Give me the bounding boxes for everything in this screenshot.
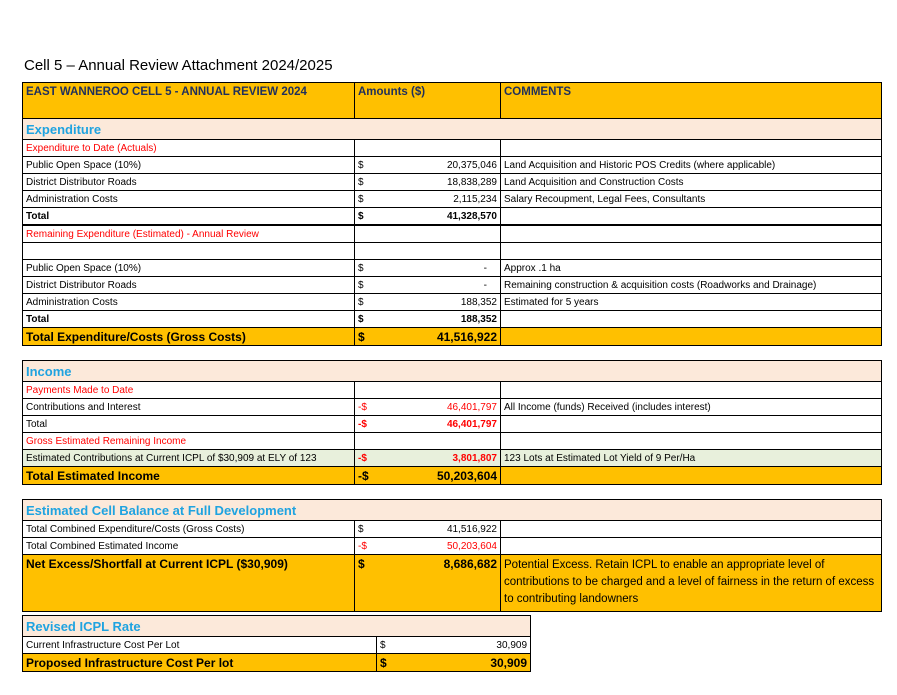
- row-label: District Distributor Roads: [23, 277, 355, 294]
- amount-cell: [355, 450, 501, 467]
- currency: $: [380, 655, 387, 670]
- section-icpl: [23, 616, 531, 637]
- amount-cell: [355, 328, 501, 346]
- row-label: Total: [23, 416, 355, 433]
- amount: 8,686,682: [443, 557, 497, 571]
- section-expenditure: [23, 119, 882, 140]
- subheading-row: [23, 433, 882, 450]
- table-row: [23, 538, 882, 555]
- amount-cell: [355, 399, 501, 416]
- amount: 3,801,807: [452, 452, 497, 464]
- currency: $: [358, 159, 364, 171]
- currency: $: [358, 557, 365, 571]
- spacer-row: [23, 346, 882, 361]
- subheading-row: [23, 382, 882, 399]
- currency: $: [380, 639, 386, 651]
- row-label: Public Open Space (10%): [23, 260, 355, 277]
- currency: $: [358, 313, 364, 325]
- table-row: [23, 260, 882, 277]
- header-title: EAST WANNEROO CELL 5 - ANNUAL REVIEW 2024: [23, 83, 355, 119]
- comment: Potential Excess. Retain ICPL to enable an appropriate level of contributions to be charged and a level of fairness in the return of excess to contributing landowners: [501, 555, 882, 612]
- subheading: Gross Estimated Remaining Income: [23, 433, 355, 450]
- amount-cell: [355, 311, 501, 328]
- amount-cell: [355, 157, 501, 174]
- table-row: [23, 191, 882, 208]
- amount-cell: [377, 637, 531, 654]
- row-label: Administration Costs: [23, 294, 355, 311]
- row-label: Total Expenditure/Costs (Gross Costs): [23, 328, 355, 346]
- currency: $: [358, 210, 364, 222]
- section-income: [23, 361, 882, 382]
- amount-cell: [355, 538, 501, 555]
- currency: $: [358, 279, 364, 291]
- spacer-row: [23, 485, 882, 500]
- amount: 41,328,570: [446, 210, 497, 222]
- amount: 46,401,797: [446, 418, 497, 430]
- amount: 50,203,604: [436, 468, 497, 483]
- currency: -$: [358, 452, 367, 464]
- amount: 18,838,289: [446, 176, 497, 188]
- currency: $: [358, 523, 364, 535]
- currency: -$: [358, 540, 367, 552]
- section-title: Income: [26, 363, 72, 379]
- amount: 41,516,922: [436, 329, 497, 344]
- amount: -: [483, 279, 487, 291]
- comment: All Income (funds) Received (includes interest): [501, 399, 882, 416]
- amount-cell: [355, 416, 501, 433]
- amount-cell: [355, 521, 501, 538]
- amount-cell: [355, 260, 501, 277]
- header-comments: COMMENTS: [501, 83, 882, 119]
- row-label: Current Infrastructure Cost Per Lot: [23, 637, 377, 654]
- subheading: Remaining Expenditure (Estimated) - Annual Review: [23, 225, 355, 243]
- table-row: [23, 450, 882, 467]
- table-row: [23, 521, 882, 538]
- currency: $: [358, 329, 365, 344]
- amount-cell: [355, 174, 501, 191]
- grand-total-row: [23, 654, 531, 672]
- amount-cell: [355, 467, 501, 485]
- currency: -$: [358, 401, 367, 413]
- grand-total-row: [23, 467, 882, 485]
- comment: Salary Recoupment, Legal Fees, Consultants: [501, 191, 882, 208]
- table-row: [23, 637, 531, 654]
- row-label: Net Excess/Shortfall at Current ICPL ($30,909): [23, 555, 355, 612]
- row-label: Total Combined Expenditure/Costs (Gross Costs): [23, 521, 355, 538]
- comment: Land Acquisition and Historic POS Credits (where applicable): [501, 157, 882, 174]
- currency: -$: [358, 418, 367, 430]
- grand-total-row: [23, 328, 882, 346]
- subheading-row: [23, 225, 882, 243]
- amount: 188,352: [460, 313, 497, 325]
- subheading: Payments Made to Date: [23, 382, 355, 399]
- row-label: Proposed Infrastructure Cost Per lot: [23, 654, 377, 672]
- section-title: Estimated Cell Balance at Full Development: [26, 502, 297, 518]
- row-label: Total Combined Estimated Income: [23, 538, 355, 555]
- currency: -$: [358, 468, 369, 483]
- row-label: Total Estimated Income: [23, 467, 355, 485]
- comment: 123 Lots at Estimated Lot Yield of 9 Per/Ha: [501, 450, 882, 467]
- annual-review-table: [22, 82, 882, 612]
- blank-row: [23, 243, 882, 260]
- section-title: Expenditure: [26, 121, 102, 137]
- amount: 20,375,046: [446, 159, 497, 171]
- total-row: [23, 416, 882, 433]
- row-label: Public Open Space (10%): [23, 157, 355, 174]
- row-label: Total: [23, 208, 355, 226]
- row-label: District Distributor Roads: [23, 174, 355, 191]
- table-row: [23, 294, 882, 311]
- amount-cell: [355, 294, 501, 311]
- amount: 41,516,922: [446, 523, 497, 535]
- net-balance-row: [23, 555, 882, 612]
- currency: $: [358, 262, 364, 274]
- subheading: Expenditure to Date (Actuals): [23, 140, 355, 157]
- table-header-row: [23, 83, 882, 119]
- total-row: [23, 311, 882, 328]
- section-title: Revised ICPL Rate: [26, 618, 141, 634]
- comment: Approx .1 ha: [501, 260, 882, 277]
- amount-cell: [355, 555, 501, 612]
- amount: 30,909: [496, 639, 528, 651]
- document-title: Cell 5 – Annual Review Attachment 2024/2025: [24, 57, 333, 74]
- header-amounts: Amounts ($): [355, 83, 501, 119]
- amount: 30,909: [490, 655, 528, 670]
- total-row: [23, 208, 882, 226]
- amount: 188,352: [460, 296, 497, 308]
- amount: 50,203,604: [446, 540, 497, 552]
- subheading-row: [23, 140, 882, 157]
- currency: $: [358, 296, 364, 308]
- row-label: Estimated Contributions at Current ICPL of $30,909 at ELY of 123: [23, 450, 355, 467]
- amount-cell: [377, 654, 531, 672]
- row-label: Contributions and Interest: [23, 399, 355, 416]
- row-label: Administration Costs: [23, 191, 355, 208]
- currency: $: [358, 176, 364, 188]
- section-balance: [23, 500, 882, 521]
- amount: 2,115,234: [453, 193, 497, 205]
- table-row: [23, 157, 882, 174]
- amount: -: [483, 262, 487, 274]
- amount-cell: [355, 277, 501, 294]
- icpl-table: [22, 615, 531, 672]
- currency: $: [358, 193, 364, 205]
- comment: Remaining construction & acquisition costs (Roadworks and Drainage): [501, 277, 882, 294]
- amount-cell: [355, 191, 501, 208]
- amount: 46,401,797: [446, 401, 497, 413]
- amount-cell: [355, 208, 501, 226]
- table-row: [23, 399, 882, 416]
- table-row: [23, 277, 882, 294]
- comment: Land Acquisition and Construction Costs: [501, 174, 882, 191]
- table-row: [23, 174, 882, 191]
- comment: Estimated for 5 years: [501, 294, 882, 311]
- row-label: Total: [23, 311, 355, 328]
